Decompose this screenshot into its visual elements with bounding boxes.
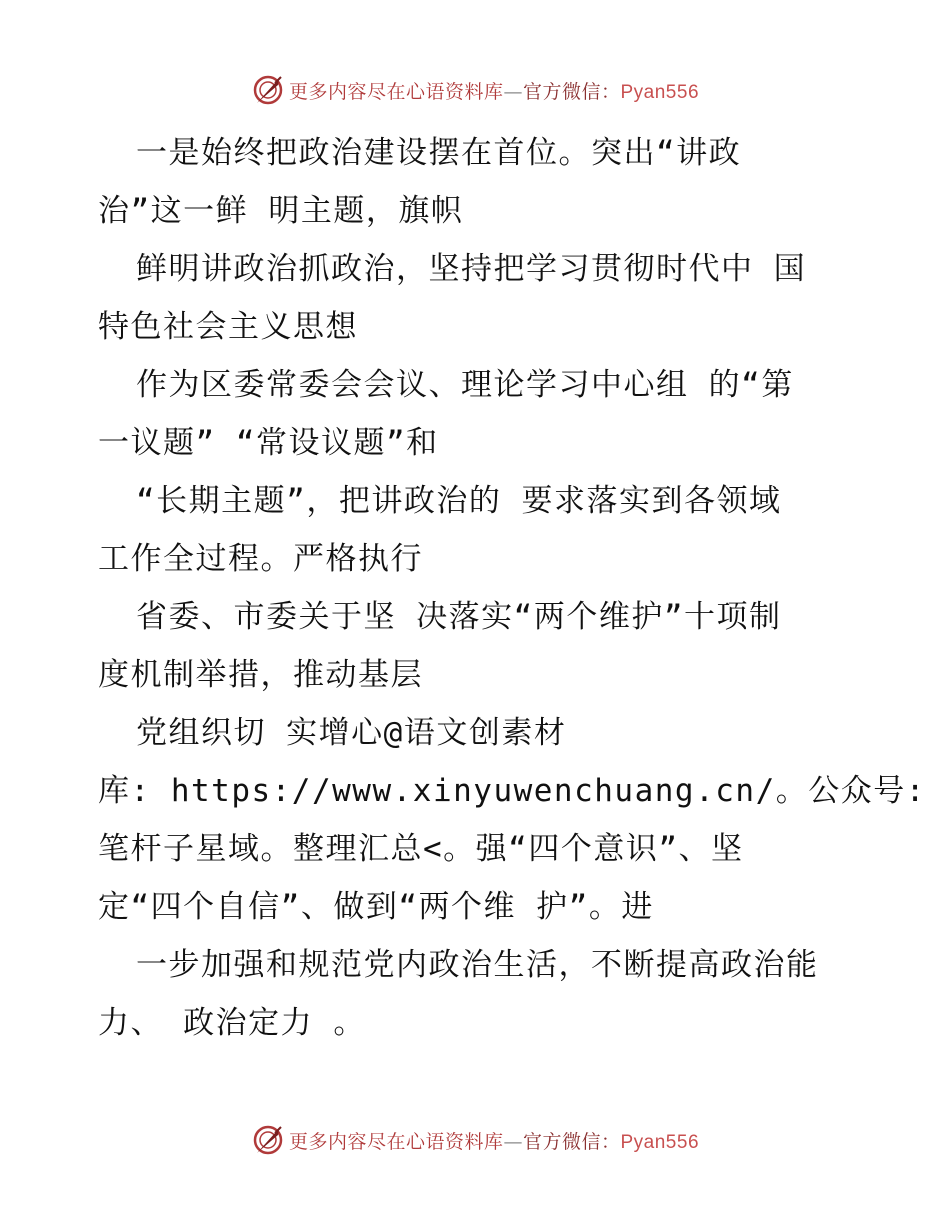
header-watermark-inner <box>251 73 699 107</box>
footer-watermark-separator: — <box>503 1130 523 1153</box>
text-line-13: 笔杆子星域。整理汇总<。强“四个意识”、坚 <box>98 831 744 867</box>
text-line-1: 一是始终把政治建设摆在首位。突出“讲政 <box>136 135 742 171</box>
text-line-8: 工作全过程。严格执行 <box>98 541 423 577</box>
footer-watermark-main: 更多内容尽在心语资料库 <box>288 1130 504 1153</box>
footer-wechat-label: 官方微信： <box>522 1130 621 1153</box>
text-line-10: 度机制举措，推动基层 <box>98 657 423 693</box>
header-watermark-main: 更多内容尽在心语资料库 <box>288 80 504 103</box>
text-line-16: 力、 政治定力 。 <box>98 1005 366 1041</box>
text-line-12: 库: https://www.xinyuwenchuang.cn/。公众号: <box>98 773 926 809</box>
footer-watermark-text <box>289 1127 699 1154</box>
text-line-14: 定“四个自信”、做到“两个维 护”。进 <box>98 889 654 925</box>
text-line-5: 作为区委常委会会议、理论学习中心组 的“第 <box>136 367 794 403</box>
text-line-7: “长期主题”，把讲政治的 要求落实到各领域 <box>136 483 782 519</box>
text-line-3: 鲜明讲政治抓政治，坚持把学习贯彻时代中 国 <box>136 251 807 287</box>
header-wechat-id: Pyan556 <box>620 81 700 103</box>
text-line-15: 一步加强和规范党内政治生活，不断提高政治能 <box>136 947 819 983</box>
text-line-2: 治”这一鲜 明主题，旗帜 <box>98 193 464 229</box>
document-body <box>98 124 926 1052</box>
footer-wechat-id: Pyan556 <box>620 1131 700 1153</box>
text-line-6: 一议题” “常设议题”和 <box>98 425 439 461</box>
header-wechat-label: 官方微信： <box>522 80 621 103</box>
header-watermark-text <box>289 77 699 104</box>
footer-watermark-banner <box>0 1120 950 1160</box>
header-watermark-banner <box>0 70 950 110</box>
text-line-11: 党组织切 实增心@语文创素材 <box>136 715 567 751</box>
quill-pen-logo-icon <box>251 73 285 107</box>
quill-pen-logo-icon <box>251 1123 285 1157</box>
text-line-9: 省委、市委关于坚 决落实“两个维护”十项制 <box>136 599 782 635</box>
footer-watermark-inner <box>251 1123 699 1157</box>
header-watermark-separator: — <box>503 80 523 103</box>
text-line-4: 特色社会主义思想 <box>98 309 358 345</box>
